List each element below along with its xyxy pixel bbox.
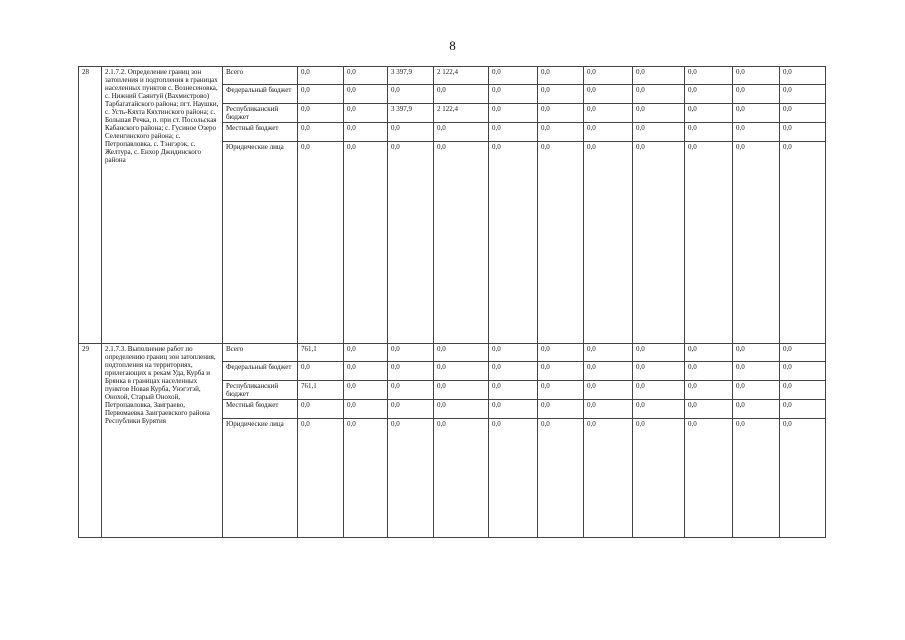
amount-cell: 0,0 bbox=[685, 85, 733, 104]
amount-cell: 0,0 bbox=[298, 85, 344, 104]
amount-cell: 0,0 bbox=[685, 123, 733, 142]
amount-cell: 0,0 bbox=[538, 419, 584, 538]
amount-cell: 0,0 bbox=[388, 362, 434, 381]
row-index: 29 bbox=[79, 344, 102, 538]
amount-cell: 0,0 bbox=[538, 85, 584, 104]
amount-cell: 761,1 bbox=[298, 344, 344, 362]
amount-cell: 0,0 bbox=[633, 142, 685, 344]
funding-source: Всего bbox=[223, 344, 298, 362]
amount-cell: 0,0 bbox=[538, 362, 584, 381]
amount-cell: 0,0 bbox=[298, 419, 344, 538]
amount-cell: 0,0 bbox=[780, 400, 826, 419]
amount-cell: 0,0 bbox=[685, 419, 733, 538]
funding-source: Юридические лица bbox=[223, 419, 298, 538]
amount-cell: 0,0 bbox=[489, 381, 538, 400]
amount-cell: 0,0 bbox=[633, 419, 685, 538]
amount-cell: 0,0 bbox=[489, 104, 538, 123]
amount-cell: 0,0 bbox=[733, 362, 780, 381]
amount-cell: 0,0 bbox=[685, 142, 733, 344]
amount-cell: 0,0 bbox=[538, 381, 584, 400]
amount-cell: 0,0 bbox=[434, 142, 489, 344]
amount-cell: 0,0 bbox=[538, 104, 584, 123]
amount-cell: 0,0 bbox=[780, 142, 826, 344]
funding-source: Местный бюджет bbox=[223, 400, 298, 419]
amount-cell: 0,0 bbox=[388, 344, 434, 362]
amount-cell: 0,0 bbox=[344, 344, 388, 362]
amount-cell: 0,0 bbox=[584, 362, 633, 381]
amount-cell: 0,0 bbox=[780, 419, 826, 538]
activity-description: 2.1.7.2. Определение границ зон затопления и подтопления в границах населенных пунктов с. Вознесеновка, с. Нижний Саянтуй (Вахмистрово) Тарбагатайского района; пгт. Наушки, с. Усть-Кяхта Кяхтинского района; с. Большая Речка, п. при ст. Посольская Кабанского района; с. Гусиное Озеро Селенгинского района; с. Петропавловка, с. Тэнгэрэк, с. Желтура, с. Енхор Джидинского района bbox=[102, 67, 223, 344]
amount-cell: 0,0 bbox=[633, 67, 685, 85]
amount-cell: 0,0 bbox=[584, 381, 633, 400]
funding-source: Республиканский бюджет bbox=[223, 381, 298, 400]
amount-cell: 0,0 bbox=[298, 104, 344, 123]
amount-cell: 0,0 bbox=[298, 123, 344, 142]
amount-cell: 0,0 bbox=[733, 142, 780, 344]
amount-cell: 0,0 bbox=[780, 123, 826, 142]
table-row bbox=[79, 67, 826, 85]
amount-cell: 0,0 bbox=[344, 104, 388, 123]
amount-cell: 0,0 bbox=[733, 104, 780, 123]
amount-cell: 0,0 bbox=[344, 123, 388, 142]
amount-cell: 3 397,9 bbox=[388, 104, 434, 123]
amount-cell: 0,0 bbox=[538, 400, 584, 419]
amount-cell: 0,0 bbox=[434, 400, 489, 419]
funding-source: Республиканский бюджет bbox=[223, 104, 298, 123]
amount-cell: 0,0 bbox=[344, 142, 388, 344]
amount-cell: 0,0 bbox=[489, 85, 538, 104]
amount-cell: 0,0 bbox=[344, 67, 388, 85]
amount-cell: 0,0 bbox=[298, 142, 344, 344]
amount-cell: 0,0 bbox=[489, 362, 538, 381]
amount-cell: 0,0 bbox=[388, 381, 434, 400]
amount-cell: 0,0 bbox=[733, 344, 780, 362]
amount-cell: 0,0 bbox=[733, 381, 780, 400]
amount-cell: 0,0 bbox=[780, 344, 826, 362]
amount-cell: 0,0 bbox=[733, 419, 780, 538]
amount-cell: 0,0 bbox=[633, 344, 685, 362]
amount-cell: 0,0 bbox=[633, 400, 685, 419]
amount-cell: 0,0 bbox=[298, 67, 344, 85]
table-row bbox=[79, 344, 826, 362]
amount-cell: 2 122,4 bbox=[434, 67, 489, 85]
amount-cell: 0,0 bbox=[344, 362, 388, 381]
funding-source: Местный бюджет bbox=[223, 123, 298, 142]
amount-cell: 0,0 bbox=[434, 381, 489, 400]
amount-cell: 0,0 bbox=[489, 419, 538, 538]
amount-cell: 0,0 bbox=[780, 381, 826, 400]
amount-cell: 0,0 bbox=[489, 142, 538, 344]
amount-cell: 0,0 bbox=[584, 85, 633, 104]
amount-cell: 0,0 bbox=[633, 381, 685, 400]
amount-cell: 0,0 bbox=[298, 400, 344, 419]
funding-source: Федеральный бюджет bbox=[223, 362, 298, 381]
amount-cell: 0,0 bbox=[633, 362, 685, 381]
amount-cell: 0,0 bbox=[434, 123, 489, 142]
amount-cell: 0,0 bbox=[538, 67, 584, 85]
amount-cell: 0,0 bbox=[388, 85, 434, 104]
amount-cell: 0,0 bbox=[434, 85, 489, 104]
amount-cell: 0,0 bbox=[489, 344, 538, 362]
amount-cell: 0,0 bbox=[685, 362, 733, 381]
amount-cell: 0,0 bbox=[633, 104, 685, 123]
amount-cell: 0,0 bbox=[733, 123, 780, 142]
amount-cell: 0,0 bbox=[780, 362, 826, 381]
amount-cell: 0,0 bbox=[538, 344, 584, 362]
amount-cell: 0,0 bbox=[584, 123, 633, 142]
amount-cell: 0,0 bbox=[489, 67, 538, 85]
amount-cell: 0,0 bbox=[733, 400, 780, 419]
page-number: 8 bbox=[449, 38, 456, 53]
amount-cell: 0,0 bbox=[685, 381, 733, 400]
amount-cell: 0,0 bbox=[685, 400, 733, 419]
amount-cell: 0,0 bbox=[388, 419, 434, 538]
amount-cell: 0,0 bbox=[584, 104, 633, 123]
funding-source: Юридические лица bbox=[223, 142, 298, 344]
amount-cell: 0,0 bbox=[780, 104, 826, 123]
amount-cell: 0,0 bbox=[489, 400, 538, 419]
amount-cell: 0,0 bbox=[584, 419, 633, 538]
amount-cell: 0,0 bbox=[733, 67, 780, 85]
amount-cell: 0,0 bbox=[538, 123, 584, 142]
activity-description: 2.1.7.3. Выполнение работ по определению границ зон затопления, подтопления на территориях, прилегающих к рекам Уда, Курба и Брянка в границах населенных пунктов Новая Курба, Унэгэтэй, Онохой, Старый Онохой, Петропавловка, Заиграево, Первомаевка Заиграевского района Республики Бурятия bbox=[102, 344, 223, 538]
amount-cell: 0,0 bbox=[780, 85, 826, 104]
amount-cell: 0,0 bbox=[344, 85, 388, 104]
amount-cell: 0,0 bbox=[584, 142, 633, 344]
amount-cell: 0,0 bbox=[685, 104, 733, 123]
amount-cell: 0,0 bbox=[685, 344, 733, 362]
amount-cell: 0,0 bbox=[780, 67, 826, 85]
amount-cell: 0,0 bbox=[344, 419, 388, 538]
amount-cell: 0,0 bbox=[434, 344, 489, 362]
amount-cell: 0,0 bbox=[388, 123, 434, 142]
amount-cell: 0,0 bbox=[298, 362, 344, 381]
amount-cell: 2 122,4 bbox=[434, 104, 489, 123]
amount-cell: 0,0 bbox=[344, 400, 388, 419]
funding-table bbox=[78, 66, 826, 538]
amount-cell: 0,0 bbox=[489, 123, 538, 142]
funding-source: Федеральный бюджет bbox=[223, 85, 298, 104]
amount-cell: 0,0 bbox=[538, 142, 584, 344]
amount-cell: 0,0 bbox=[633, 85, 685, 104]
row-index: 28 bbox=[79, 67, 102, 344]
amount-cell: 0,0 bbox=[434, 362, 489, 381]
amount-cell: 0,0 bbox=[733, 85, 780, 104]
amount-cell: 0,0 bbox=[584, 67, 633, 85]
amount-cell: 761,1 bbox=[298, 381, 344, 400]
funding-source: Всего bbox=[223, 67, 298, 85]
amount-cell: 0,0 bbox=[584, 344, 633, 362]
amount-cell: 0,0 bbox=[584, 400, 633, 419]
amount-cell: 0,0 bbox=[344, 381, 388, 400]
amount-cell: 0,0 bbox=[633, 123, 685, 142]
amount-cell: 0,0 bbox=[388, 142, 434, 344]
amount-cell: 0,0 bbox=[434, 419, 489, 538]
amount-cell: 0,0 bbox=[388, 400, 434, 419]
amount-cell: 0,0 bbox=[685, 67, 733, 85]
amount-cell: 3 397,9 bbox=[388, 67, 434, 85]
